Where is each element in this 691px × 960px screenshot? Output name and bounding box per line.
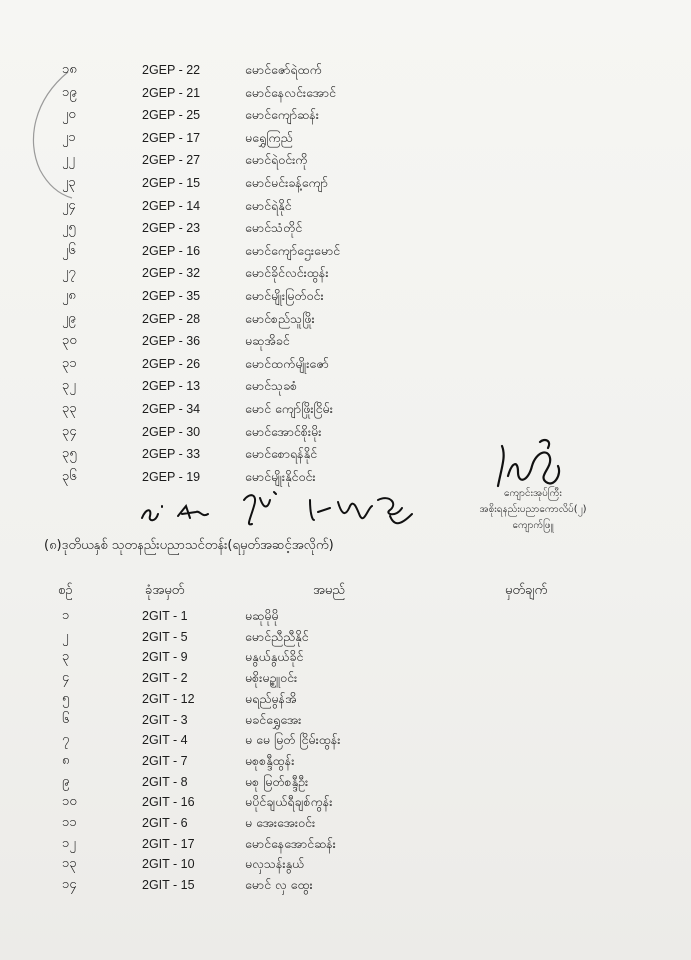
signature-2 [240,486,420,534]
student-name: မဆုအိခင် [245,333,290,349]
student-name: မောင်နေလင်းအောင် [245,84,336,100]
list2-row [0,710,691,730]
student-name: မောင်မျိုးနိုင်ဝင်း [245,468,316,484]
serial-number: ၇ [62,732,70,748]
roll-number: 2GEP - 14 [142,198,201,213]
student-name: မောင်သံတိုင် [245,220,303,236]
serial-number: ၉ [62,773,70,789]
serial-number: ၃၀ [62,333,77,349]
roll-number: 2GEP - 28 [142,311,201,326]
list1-row [0,241,691,261]
roll-number: 2GIT - 7 [142,753,188,768]
roll-number: 2GEP - 30 [142,424,201,439]
list2-row [0,627,691,647]
header-no: စဉ် [58,583,73,598]
list2-row [0,689,691,709]
roll-number: 2GIT - 8 [142,774,188,789]
list1-row [0,60,691,80]
roll-number: 2GIT - 1 [142,609,188,623]
student-name: မောင်ညီညီနိုင် [245,628,309,644]
list1-row [0,83,691,103]
list2-row [0,668,691,688]
serial-number: ၂၉ [62,310,76,326]
serial-number: ၂ [62,628,69,644]
student-name: မစိုးမဥ္စူဝင်း [245,670,298,686]
student-name: မလှသန်းနွယ် [245,856,305,872]
roll-number: 2GEP - 35 [142,289,201,303]
list1-row [0,376,691,396]
student-name: မောင်စည်သူဖြိုး [245,310,315,326]
stamp-location: ကျောက်ဖြူ [512,520,554,531]
list1-row [0,399,691,419]
list2-row [0,792,691,812]
serial-number: ၃၅ [62,446,77,462]
list2-row [0,854,691,874]
serial-number: ၂၁ [62,129,76,145]
list1-row [0,263,691,283]
student-name: မ အေးအေးဝင်း [245,815,316,830]
roll-number: 2GEP - 16 [142,243,201,258]
serial-number: ၃၁ [62,355,77,371]
list1-row [0,286,691,306]
roll-number: 2GIT - 17 [142,836,195,851]
stamp-institution: အစိုးရနည်းပညာကောလိပ်(၂) [479,504,587,515]
serial-number: ၂၄ [62,197,76,213]
student-name: မစု မြတ်စန္ဒီဦး [245,773,309,789]
roll-number: 2GEP - 23 [142,221,201,236]
list1-row [0,128,691,148]
list2-row [0,875,691,895]
roll-number: 2GIT - 6 [142,816,188,830]
header-name: အမည် [313,583,345,598]
serial-number: ၂၀ [62,107,76,123]
header-remark: မှတ်ချက် [505,583,548,598]
list1-row [0,467,691,487]
roll-number: 2GEP - 15 [142,176,201,190]
serial-number: ၅ [62,690,70,706]
roll-number: 2GEP - 27 [142,153,201,168]
list2-row [0,813,691,833]
roll-number: 2GIT - 15 [142,878,195,893]
serial-number: ၈ [62,752,70,768]
student-name: မောင်အောင်စိုးမိုး [245,423,322,439]
student-name: မောင်နေအောင်ဆန်း [245,835,336,851]
student-name: မနွယ်နွယ်ခိုင် [245,649,304,665]
list2-row [0,772,691,792]
serial-number: ၁၂ [62,835,76,851]
roll-number: 2GEP - 19 [142,469,201,484]
student-name: မောင်ခိုင်လင်းထွန်း [245,265,329,281]
list1-row [0,354,691,374]
serial-number: ၃၂ [62,378,76,394]
list2-row [0,834,691,854]
list2-row [0,647,691,667]
student-name: မောင်ဇော်ရဲထက် [245,62,322,77]
stamp-title: ကျောင်းအုပ်ကြီး [504,488,562,499]
serial-number: ၃ [62,649,70,665]
roll-number: 2GEP - 32 [142,266,201,281]
student-name: မဆုမိုမို [245,608,279,623]
serial-number: ၂၂ [62,152,75,168]
list2-row [0,730,691,750]
student-name: မောင်ကျော်ဌေးမောင် [245,242,341,258]
serial-number: ၂၆ [62,242,76,258]
roll-number: 2GIT - 5 [142,629,188,644]
serial-number: ၃၆ [62,468,77,484]
student-name: မရည်မွန်အိ [245,690,297,706]
roll-number: 2GEP - 17 [142,130,201,145]
list2-row [0,751,691,771]
student-name: မောင်မျိုးမြတ်ဝင်း [245,288,324,303]
student-name: မောင်ရဲဝင်းကို [245,152,308,168]
serial-number: ၁၁ [62,815,77,830]
roll-number: 2GEP - 26 [142,356,201,371]
student-name: မောင် လှ ထွေး [245,877,313,893]
serial-number: ၆ [62,711,70,727]
roll-number: 2GEP - 22 [142,63,201,77]
student-name: မောင်မင်းခန့်ကျော် [245,175,328,190]
serial-number: ၁၉ [62,84,77,100]
roll-number: 2GIT - 2 [142,671,188,686]
serial-number: ၁၀ [62,794,77,810]
roll-number: 2GEP - 33 [142,447,201,462]
serial-number: ၁၈ [62,62,77,77]
student-name: မပိုင်ချယ်ရီချစ်ကွန်း [245,794,333,810]
list1-row [0,218,691,238]
serial-number: ၂၅ [62,220,76,236]
list1-row [0,196,691,216]
signature-1 [138,498,218,528]
header-roll: ခုံအမှတ် [145,583,185,598]
list1-row [0,309,691,329]
student-name: မစုစန္ဒီထွန်း [245,752,295,768]
list2-row [0,606,691,626]
list1-row [0,331,691,351]
serial-number: ၁ [62,608,70,623]
list1-row [0,422,691,442]
serial-number: ၃၃ [62,401,77,416]
list1-row [0,105,691,125]
student-name: မောင်ရဲနိုင် [245,197,292,213]
roll-number: 2GEP - 25 [142,108,201,123]
roll-number: 2GIT - 3 [142,712,188,727]
serial-number: ၁၃ [62,856,77,872]
student-name: မရွှေကြည် [245,129,293,145]
roll-number: 2GEP - 21 [142,85,201,100]
serial-number: ၁၄ [62,877,77,893]
serial-number: ၂၈ [62,288,76,303]
serial-number: ၃၄ [62,423,77,439]
roll-number: 2GEP - 13 [142,379,201,394]
student-name: မ မေ မြတ် ငြိမ်းထွန်း [245,732,341,748]
student-name: မောင်ထက်မျိုးဇော် [245,355,329,371]
section-title: (၈)ဒုတိယနှစ် သုတနည်းပညာသင်တန်း(ရမှတ်အဆင့်အလိုက်) [44,538,334,553]
roll-number: 2GEP - 36 [142,334,201,349]
roll-number: 2GIT - 9 [142,650,188,665]
serial-number: ၄ [62,670,70,686]
student-name: မောင်စောရန်နိုင် [245,446,317,462]
serial-number: ၂၇ [62,265,76,281]
list1-row [0,150,691,170]
list1-row [0,173,691,193]
roll-number: 2GIT - 10 [142,857,195,872]
serial-number: ၂၃ [62,175,76,190]
student-name: မောင်ကျော်ဆန်း [245,107,319,123]
roll-number: 2GIT - 12 [142,691,195,706]
student-name: မောင် ကျော်ဖြိုးငြိမ်း [245,401,333,416]
roll-number: 2GIT - 4 [142,733,188,748]
roll-number: 2GIT - 16 [142,795,195,810]
roll-number: 2GEP - 34 [142,402,201,416]
student-name: မခင်ရွှေအေး [245,711,302,727]
list1-row [0,444,691,464]
student-name: မောင်သုခစံ [245,378,298,394]
